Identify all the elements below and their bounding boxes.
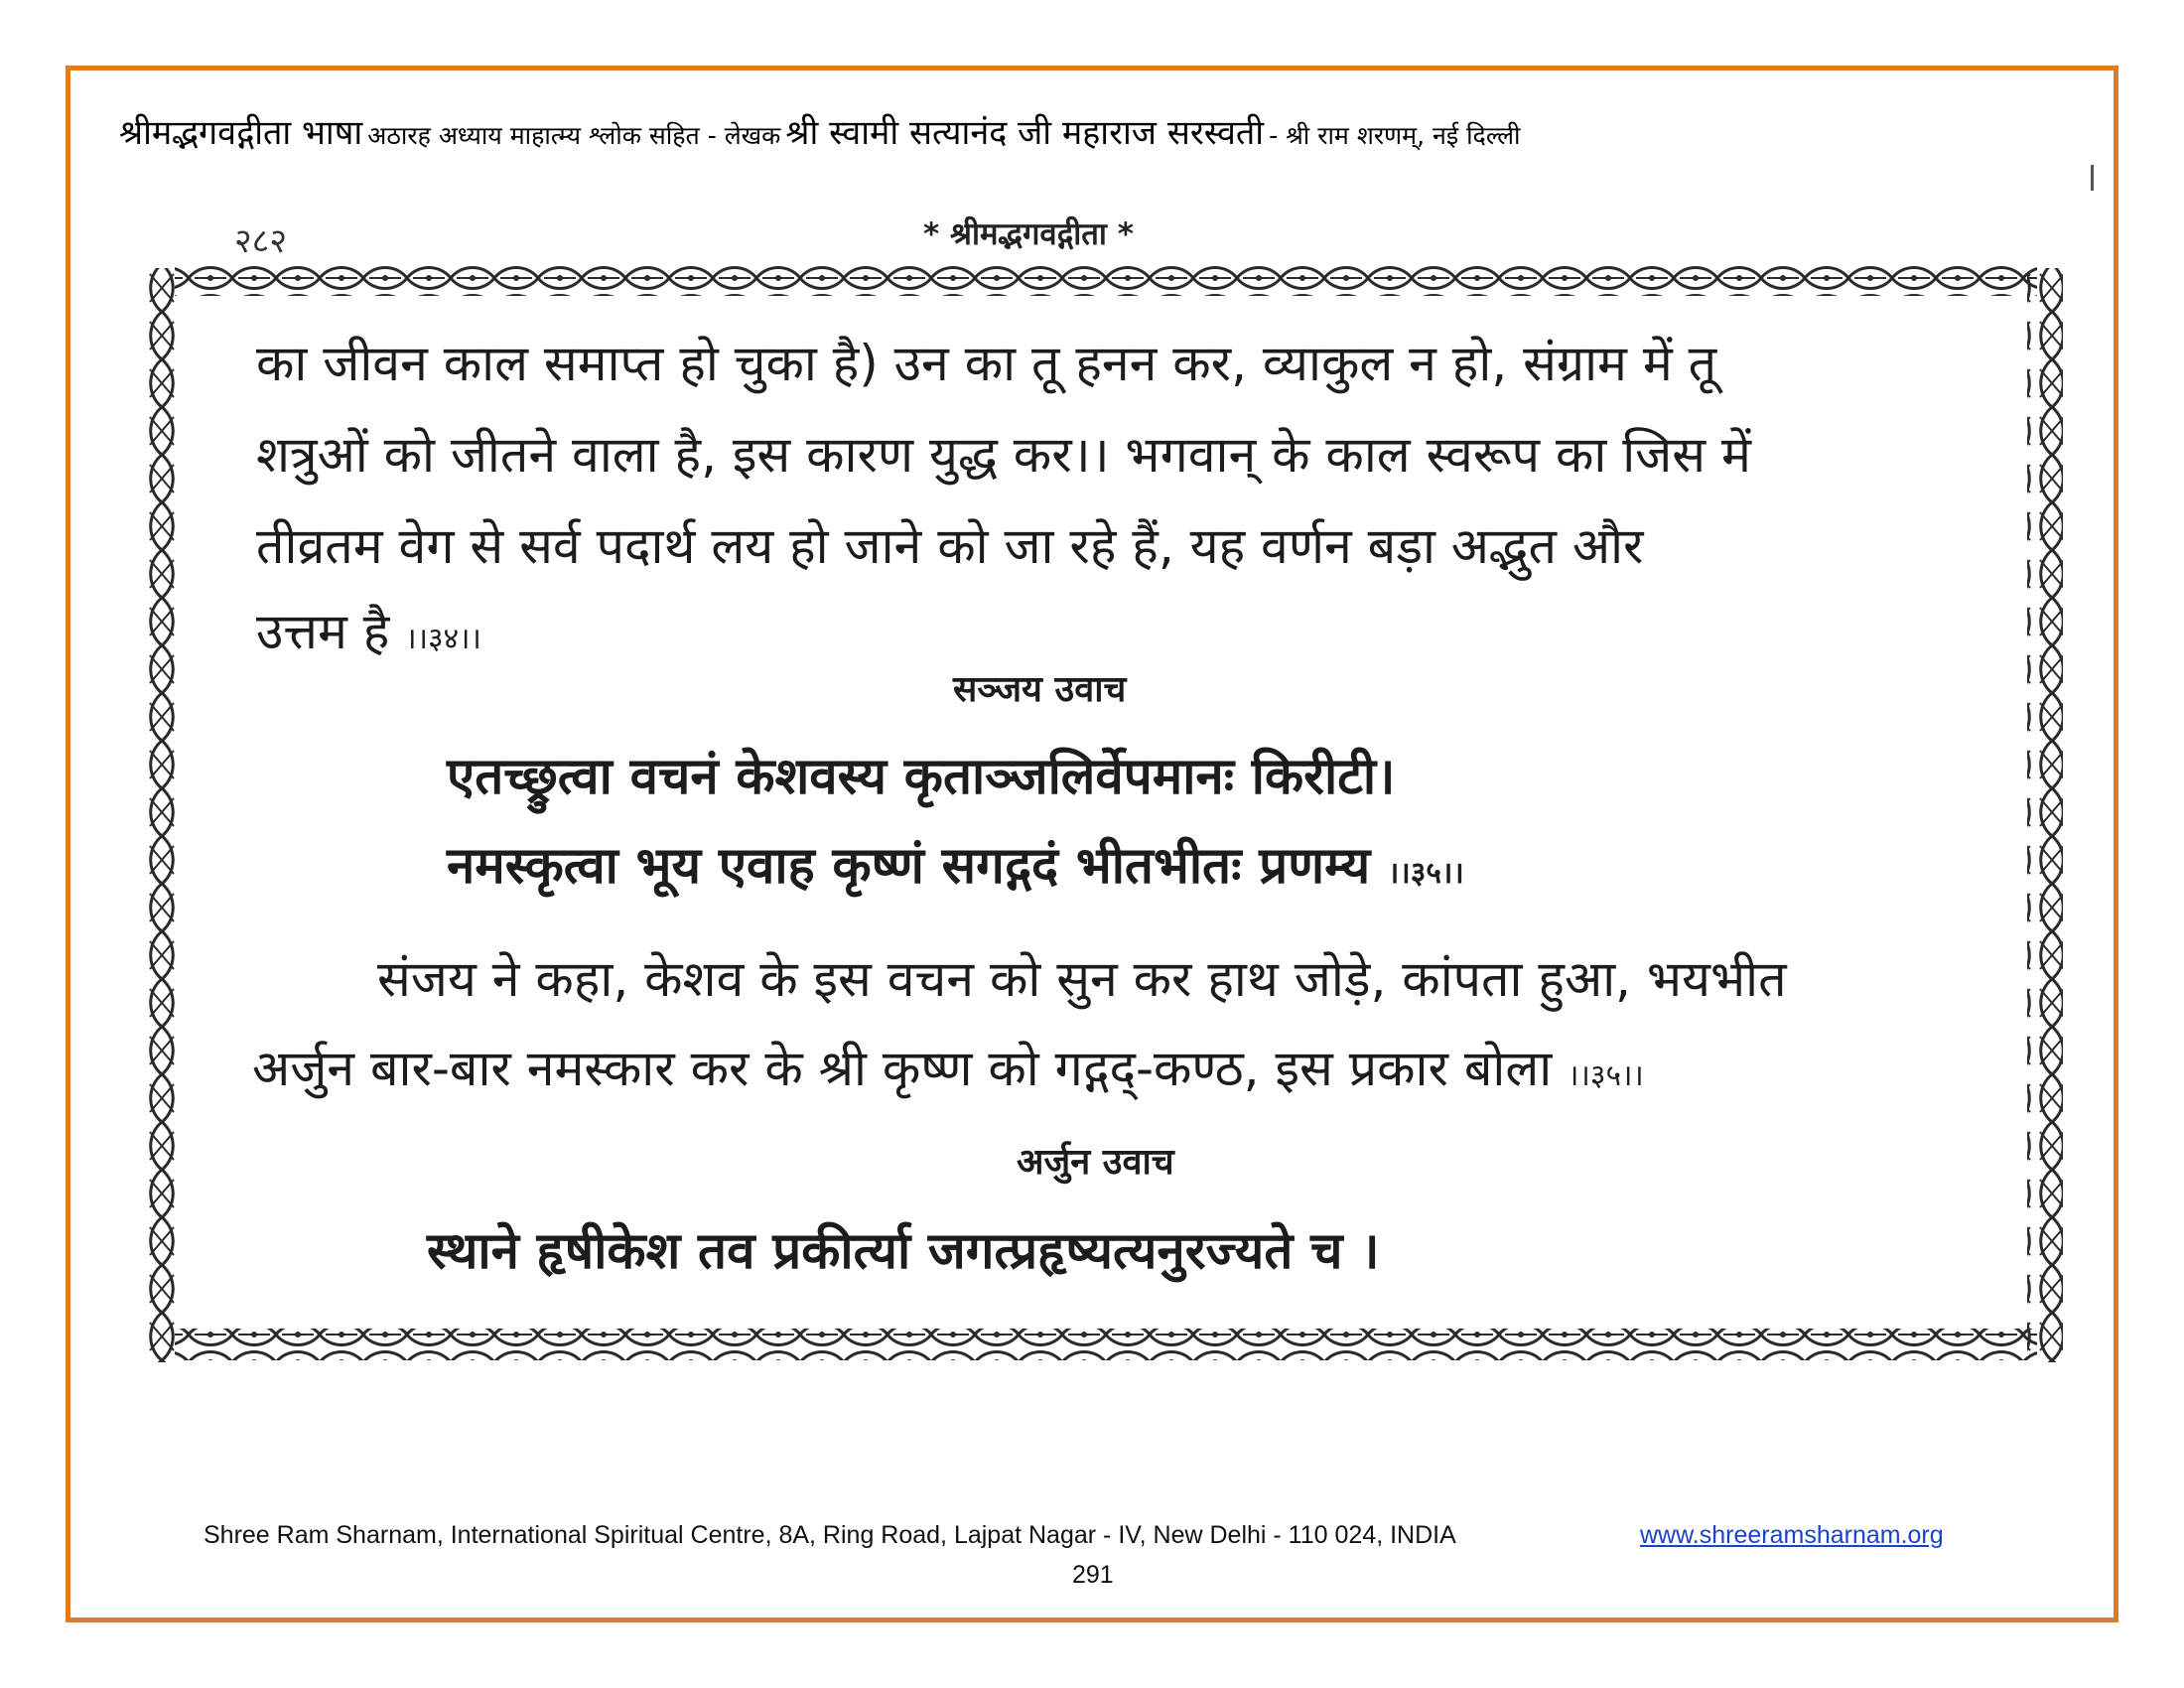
footer-website-link[interactable]: www.shreeramsharnam.org	[1640, 1521, 1944, 1549]
verse-35-line-2	[447, 828, 1464, 898]
verse-35-line-2-text: नमस्कृत्वा भूय एवाह कृष्णं सगद्गदं भीतभीतः प्रणम्य	[447, 837, 1371, 896]
header-publisher: - श्री राम शरणम्, नई दिल्ली	[1269, 121, 1521, 150]
translation-line-2-text: अर्जुन बार-बार नमस्कार कर के श्री कृष्ण को गद्गद्-कण्ठ, इस प्रकार बोला	[252, 1040, 1553, 1097]
prose-line-3: तीव्रतम वेग से सर्व पदार्थ लय हो जाने को जा रहे हैं, यह वर्णन बड़ा अद्भुत और	[256, 517, 1644, 575]
prose-line-1: का जीवन काल समाप्त हो चुका है) उन का तू हनन कर, व्याकुल न हो, संग्राम में तू	[256, 335, 1717, 392]
verse-35-line-1: एतच्छ्रुत्वा वचनं केशवस्य कृताञ्जलिर्वेपमानः किरीटी।	[447, 748, 1396, 806]
prose-line-2: शत्रुओं को जीतने वाला है, इस कारण युद्ध कर।। भगवान् के काल स्वरूप का जिस में	[256, 426, 1751, 484]
scan-title: * श्रीमद्भगवद्गीता *	[923, 216, 1134, 252]
footer-page-number: 291	[1072, 1561, 1114, 1589]
verse-number-34: ।।३४।।	[405, 622, 481, 656]
prose-line-4-text: उत्तम है	[256, 603, 390, 660]
scan-page-number: २८२	[234, 221, 288, 261]
sanjaya-heading: सञ्जय उवाच	[953, 669, 1127, 710]
prose-line-4	[256, 586, 481, 685]
header-subtitle: अठारह अध्याय माहात्म्य श्लोक सहित - लेखक	[367, 121, 781, 150]
header-author: श्री स्वामी सत्यानंद जी महाराज सरस्वती	[785, 113, 1265, 153]
running-header	[119, 107, 2065, 165]
translation-line-2	[252, 1023, 1644, 1122]
verse-36-line-1: स्थाने हृषीकेश तव प्रकीर्त्या जगत्प्रहृष्यत्यनुरज्यते च ।	[427, 1222, 1380, 1281]
scan-edge-mark	[2091, 165, 2094, 191]
footer-address: Shree Ram Sharnam, International Spiritual Centre, 8A, Ring Road, Lajpat Nagar - IV, New Delhi - 110 024, INDIA	[204, 1521, 1456, 1549]
arjuna-heading: अर्जुन उवाच	[1017, 1142, 1174, 1183]
verse-number-35: ।।३५।।	[1388, 856, 1464, 891]
header-book-title: श्रीमद्भगवद्गीता भाषा	[119, 113, 363, 153]
translation-line-1: संजय ने कहा, केशव के इस वचन को सुन कर हाथ जोड़े, कांपता हुआ, भयभीत	[377, 950, 1787, 1008]
translation-number-35: ।।३५।।	[1568, 1058, 1644, 1093]
